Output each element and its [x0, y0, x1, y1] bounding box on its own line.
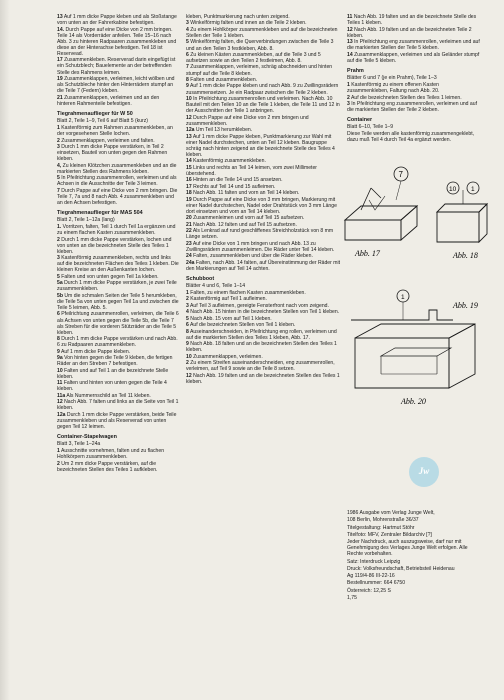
imprint-line: Jeder Nachdruck, auch auszugsweise, darf nur mit Genehmigung des Verlages Junge Welt erfolgen. Alle Rechte vorbehalten. — [347, 539, 468, 558]
instruction-step — [186, 20, 342, 26]
fig17-caption: Abb. 17 — [355, 249, 380, 258]
page-shadow-edge — [0, 0, 10, 700]
instruction-step — [57, 95, 179, 107]
step-number: 9 — [186, 341, 189, 348]
step-text: Zusammenklappen, verleimen und falten. — [61, 137, 155, 144]
step-number: 10 — [186, 353, 192, 360]
step-text: Durch Pappe auf eine Dicke von 2 mm bringen und zusammenkleben. — [186, 114, 309, 127]
section-subheading: Blatt 2, Teile 1–12a (lang) — [57, 217, 115, 223]
instruction-step — [186, 83, 342, 95]
fig18-block-front — [437, 212, 479, 242]
step-number: 5 — [186, 39, 189, 46]
fig17-stick — [361, 188, 371, 210]
step-text: Nach Abb. 19 falten und an die bezeichneten Teile 2 kleben. — [347, 26, 472, 39]
instruction-step — [186, 77, 342, 83]
column-right — [347, 14, 481, 144]
step-text: Falten, zu einem flachen Kasten zusammenkleben. — [190, 289, 306, 296]
instruction-step — [57, 237, 179, 255]
imprint-line: Ag 119/4-86 III-22-16 — [347, 573, 395, 580]
step-number: 13 — [347, 39, 353, 46]
step-number: 13 — [57, 14, 63, 20]
step-text: Rechts auf Teil 14 und 15 aufleimen. — [193, 183, 276, 190]
step-text: Auf die bezeichneten Stellen von Teil 1 kleben. — [189, 322, 296, 329]
step-number: 6 — [186, 322, 189, 329]
instruction-step — [186, 190, 342, 196]
fig18-block-side — [479, 204, 487, 242]
step-number: 2 — [57, 460, 60, 467]
step-number: 1 — [347, 81, 350, 88]
step-number: 22 — [186, 228, 192, 235]
fig20-side — [449, 324, 475, 388]
imprint-line: Österreich: 12,25 S — [347, 587, 391, 594]
step-text: Um Teil 13 herumkleben. — [195, 127, 253, 134]
step-text: Als Lenkrad auf rund geschliffenes Streichholzstück von 8 mm Länge setzen. — [186, 228, 334, 241]
step-text: Zusammenleimen und vorn auf Teil 15 aufsetzen. — [193, 215, 305, 222]
instruction-step — [186, 228, 342, 240]
step-number: 12 — [186, 372, 192, 379]
instruction-step — [186, 215, 342, 221]
fig20-caption: Abb. 20 — [401, 397, 426, 406]
step-text: Um die schmalen Seiten der Teile 5 herumkleben, die Teile 5a von unten gegen Teil 1a und zwischen die Teile 5 leimen, Abb. 5. — [57, 292, 179, 312]
step-text: Kastenförmig zusammenkleben, rechts und links auf die bezeichneten Flächen des Teiles 1 kleben. Die kleinen Kreise an den Außenkanten lochen. — [57, 255, 179, 274]
figure-17 — [345, 167, 417, 258]
step-number: 11 — [347, 14, 353, 20]
step-number: 12 — [57, 399, 63, 406]
instruction-step — [186, 260, 342, 272]
step-number: 14 — [347, 51, 353, 58]
imprint-line: 1,75 — [347, 595, 357, 601]
instruction-step — [57, 76, 179, 94]
step-number: 2 — [186, 360, 189, 367]
step-text: Zu einem Hohlkörper zusammenkleben und auf die bezeichneten Stellen der Teile 1 kleben. — [186, 26, 338, 39]
instruction-step — [347, 82, 481, 94]
fig17-stick2 — [371, 188, 381, 198]
step-number: 4 — [186, 309, 189, 316]
step-text: Um 2 mm dicke Pappe verstärken, auf die bezeichneten Stellen des Teiles 1 aufkleben. — [57, 460, 158, 473]
instruction-step — [186, 64, 342, 76]
instruction-step — [186, 127, 342, 133]
instruction-step — [186, 184, 342, 190]
instruction-step — [57, 412, 179, 430]
step-number: 1. — [57, 224, 62, 231]
step-number: 14 — [186, 158, 192, 165]
imprint-line: Satz: Interdruck Leipzig — [347, 558, 401, 565]
instruction-step — [186, 241, 342, 253]
step-number: 2 — [347, 94, 350, 101]
fig20-inner-top — [381, 348, 451, 356]
instruction-step — [347, 39, 481, 51]
instruction-step — [347, 27, 481, 39]
step-number: 12 — [186, 114, 192, 121]
step-number: 21 — [186, 221, 192, 228]
step-text: Zusammenklappen, verleimen und an den hinteren Rahmenteile befestigen. — [57, 94, 160, 107]
figure-18 — [437, 182, 487, 260]
step-number: 12a — [186, 127, 195, 134]
step-number: 7 — [186, 64, 189, 71]
step-text: Diese Teile werden alle kastenförmig zusammengeklebt, dazu muß Teil 4 durch Teil 4a ergänzt werden. — [347, 131, 475, 144]
instruction-step — [186, 177, 342, 183]
step-text: Zu kleinen Kästen zusammenkleben, auf die Teile 3 und 5 aufsetzen sowie an den Teilen 2 festleimen, Abb. 8. — [186, 51, 321, 65]
instruction-step — [57, 255, 179, 273]
instruction-step — [57, 349, 179, 355]
step-text: Durch Pappe auf eine Dicke von 2 mm bringen. Die Teile 7, 7a und 8 nach Abb. 4 zusammenkleben und an den Achsen befestigen. — [57, 187, 178, 206]
fig17-callout-line — [396, 181, 401, 200]
section-heading: Prahm — [347, 67, 364, 74]
step-number: 17 — [186, 183, 192, 190]
instruction-step — [57, 224, 179, 236]
instruction-step — [186, 322, 342, 328]
step-number: 11a — [57, 392, 66, 399]
fig19-caption: Abb. 19 — [453, 301, 478, 310]
instruction-step — [57, 393, 179, 399]
assembly-figures — [341, 160, 491, 490]
step-number: 7 — [57, 187, 60, 194]
step-text: Falten, nach Abb. 14 falten, auf Übereinstimmung der Räder mit den Markierungen auf Teil 14 achten. — [186, 259, 341, 272]
step-number: 6 — [186, 51, 189, 58]
fig20-front — [355, 338, 449, 388]
instruction-step — [57, 14, 179, 26]
step-number: 2 — [57, 236, 60, 243]
step-number: 12 — [347, 26, 353, 33]
step-number: 9 — [57, 348, 60, 355]
instruction-step — [186, 316, 342, 322]
step-text: Winkelförmig falten, die Querverbindungen zwischen die Teile 3 und an den Teilen 3 festkleben, Abb. 8. — [186, 39, 334, 52]
step-text: Von hinten gegen die Teile 9 kleben, die fertigen Räder an den Streben 7 befestigen. — [57, 355, 173, 368]
step-number: 21 — [57, 94, 63, 101]
step-text: Falten und von unten gegen Teil 1a kleben. — [61, 273, 159, 280]
imprint-line: 1986 Ausgabe vom Verlag Junge Welt, — [347, 510, 435, 516]
step-number: 23 — [186, 240, 192, 247]
step-number: 19 — [186, 196, 192, 203]
section-heading: Schubboot — [186, 275, 215, 282]
step-number: 6 — [57, 311, 60, 318]
instruction-step — [57, 274, 179, 280]
step-text: Vorritzen, falten, Teil 1 durch Teil 1a ergänzen und zu einem flachen Kasten zusammenkleben. — [57, 224, 176, 237]
step-text: Durch 1 mm dicke Pappe verstärken, lochen und von unten an die bezeichneten Stelle des Teiles 1 kleben. — [57, 236, 172, 255]
instruction-step — [186, 303, 342, 309]
step-text: Zu kleinen Klötzchen zusammenkleben und an die markierten Stellen des Rahmens kleben. — [57, 162, 177, 175]
step-text: Zusammenklappen, verleimen, schräg abschneiden und hinten stumpf auf die Teile 8 kleben. — [186, 64, 333, 77]
instruction-step — [186, 360, 342, 372]
step-number: 18 — [186, 190, 192, 197]
step-text: Auf eine Dicke von 1 mm bringen und nach Abb. 13 zu Zwillingsrädern zusammenleimen. Die Räder unter Teil 14 kleben. — [186, 240, 335, 253]
imprint-line: 108 Berlin, Mohrenstraße 36/37 — [347, 517, 419, 524]
step-text: Kastenförmig zum Rahmen zusammenkleben, an der vorgesehenen Stelle lochen. — [57, 124, 173, 138]
step-number: 1 — [57, 448, 60, 455]
instruction-step — [186, 373, 342, 385]
step-number: 8 — [57, 336, 60, 343]
step-text: Zusammenklappen, verleimen. — [193, 353, 263, 360]
step-number: 3 — [57, 255, 60, 262]
instruction-step — [186, 222, 342, 228]
step-text: Zusammenklappen, verleimen und als Geländer stumpf auf die Teile 5 kleben. — [347, 51, 480, 64]
step-text: Auf 1 mm dicke Pappe kleben und nach Abb. 9 zu Zwillingsrädern zusammensetzen. Je ein Radpaar zwischen die Teile 2 kleben. — [186, 83, 339, 96]
column-middle — [186, 14, 342, 385]
step-text: Zusammenkleben. Reserverad darin eingefügt ist ein Schutzblech; Bauelemente an der betreffenden Stelle des Rahmens leimen. — [57, 57, 176, 76]
step-number: 4 — [186, 26, 189, 33]
fig18-caption: Abb. 18 — [453, 251, 478, 260]
instruction-step — [186, 14, 342, 20]
instruction-step — [57, 138, 179, 144]
publisher-logo-text: Jw — [418, 466, 430, 476]
publisher-logo-badge — [409, 457, 439, 487]
figure-19-20 — [351, 290, 478, 406]
instruction-step — [57, 280, 179, 292]
step-text: Winkelförmig falten und innen an die Teile 2 kleben. — [190, 20, 307, 27]
step-text: Auf die bezeichneten Stellen des Teiles 1 leimen. — [350, 94, 462, 101]
step-number: 2 — [57, 137, 60, 144]
fig17-arrow — [369, 196, 385, 210]
step-number: 15 — [186, 164, 192, 171]
step-number: 9a — [57, 355, 63, 362]
instruction-step — [57, 336, 179, 348]
instruction-step — [186, 134, 342, 158]
instruction-step — [186, 197, 342, 215]
instruction-step — [57, 461, 179, 473]
instruction-step — [347, 14, 481, 26]
step-text: Nach Abb. 18 falten und an die bezeichneten Stellen des Teiles 1 kleben. — [186, 341, 337, 354]
step-text: Falten und zusammenkleben. — [190, 77, 258, 83]
instruction-step — [347, 131, 481, 143]
step-number: 3 — [347, 100, 350, 107]
instruction-step — [57, 380, 179, 392]
fig17-block-top — [345, 206, 417, 220]
step-text: Auf Teil 3 aufleimen, gereigte Fensterfront nach vorn zeigend. — [189, 302, 329, 309]
step-text: kleben, Punktmarkierung nach unten zeigend. — [186, 14, 290, 20]
instruction-step — [186, 309, 342, 315]
step-number: 3 — [57, 143, 60, 150]
step-number: 17 — [57, 57, 63, 64]
section-subheading: Blatt 2, Teile 1–9, Teil 6 auf Blatt 5 (kurz) — [57, 117, 148, 124]
instruction-step — [186, 354, 342, 360]
section-subheading: Blätter 6 und 7 (je ein Prahm), Teile 1–3 — [347, 74, 437, 81]
step-number: 8 — [186, 328, 189, 335]
instruction-step — [186, 290, 342, 296]
step-text: In Pfeilrichtung eng zusammenrollen, verleimen und auf die markierten Stellen der Teile 5 kleben. — [347, 39, 480, 52]
step-text: Nach Abb. 7 falten und links an die Seite von Teil 1 kleben. — [57, 399, 179, 412]
imprint-line: Titelfoto: MFV, Zentraler Bildarchiv [?] — [347, 531, 432, 538]
instruction-step — [57, 27, 179, 57]
fig18-block-top — [437, 204, 487, 212]
step-number: 3 — [186, 20, 189, 27]
step-text: Pfeilrichtung zusammenrollen, verleimen, die Teile 6 als Achsen von unten gegen die Teile 5b, die Teile 7 als Streben für die vorderen Stützräder an die Teile 5 kleben. — [57, 311, 179, 336]
step-number: 20 — [186, 215, 192, 222]
step-text: Nach Abb. 11 falten und vorn an Teil 14 kleben. — [193, 190, 300, 197]
instruction-step — [57, 399, 179, 411]
step-text: Kastenförmig zusammenkleben. — [193, 158, 266, 165]
step-number: 1 — [57, 124, 60, 131]
step-text: Auf 1 mm dicke Pappe kleben und als Stoßstange vorn unten an der Fahrerkabine befestigen. — [57, 14, 177, 27]
step-number: 5 — [57, 273, 60, 280]
step-number: 1 — [186, 289, 189, 296]
step-text: Auseinanderschneiden, in Pfeilrichtung eng rollen, verleimen und auf die markierten Stellen des Teiles 1 kleben, Abb. 17. — [186, 328, 337, 341]
step-text: Als Nummernschild an Teil 11 kleben. — [66, 392, 151, 399]
instruction-step — [57, 188, 179, 206]
section-heading: Tiegrahmenauflieger für MAS 504 — [57, 209, 143, 216]
instruction-step — [186, 115, 342, 127]
step-number: 3 — [186, 302, 189, 309]
fig19-callout-1: 1 — [401, 294, 405, 301]
step-number: 24a — [186, 259, 195, 266]
fig17-callout-number: 7 — [398, 170, 403, 179]
step-text: Nach Abb. 12 falten und auf Teil 15 aufsetzen. — [193, 221, 297, 228]
instruction-step — [347, 52, 481, 64]
instruction-step — [186, 39, 342, 51]
instruction-step — [57, 293, 179, 311]
step-text: Zu einem Streifen auseinanderschneiden, eng zusammenrollen, verleimen, auf Teil 9 sowie an die Teile 8 setzen. — [186, 360, 335, 373]
imprint-line: Druck: Volksfreundschaft, Betriebsteil Heidenau — [347, 565, 455, 572]
instruction-step — [186, 341, 342, 353]
step-text: Ausschnitte vornehmen, falten und zu flachen Hohlkörpern zusammenkleben. — [57, 448, 165, 461]
imprint-line: Bestellnummer: 664 6750 — [347, 580, 406, 587]
fig18-callout-1: 1 — [471, 186, 475, 193]
step-text: In Pfeilrichtung eng zusammenrollen, verleimen und auf die markierten Stellen der Teile 2 kleben. — [347, 100, 477, 114]
step-number: 2 — [186, 296, 189, 303]
step-text: Links und rechts an Teil 14 leimen, vom zwei Millimeter überstehend. — [186, 164, 317, 177]
section-heading: Container-Stapelwagen — [57, 434, 117, 440]
step-text: Kastenförmig auf Teil 1 aufleimen. — [190, 296, 267, 303]
step-number: 12a — [57, 411, 66, 418]
instruction-step — [186, 96, 342, 114]
instruction-step — [186, 253, 342, 259]
instruction-step — [186, 296, 342, 302]
step-text: Durch 1 mm dicke Pappe verstärken und nach Abb. 6 zu Radpaaren zusammenkleben. — [57, 336, 178, 349]
step-text: Hinten an die Teile 14 und 15 ansetzen. — [193, 177, 283, 184]
step-number: 5 — [57, 175, 60, 182]
step-text: Durch 1 mm dicke Pappe verstärken, beide Teile zusammenkleben und als Reserverad von unten gegen Teil 12 leimen. — [57, 411, 177, 430]
imprint-line: Titelgestaltung: Hartmut Stöhr — [347, 524, 415, 531]
instruction-step — [186, 52, 342, 64]
instruction-step — [347, 101, 481, 113]
instruction-step — [57, 125, 179, 137]
step-text: Durch Pappe auf eine Dicke von 2 mm bringen. Teile 14 als Vorderräder anfeilen. Teile 15–16 nach Abb. 3 zu hinteren Radpaaren zusammenkleben und diese an der Hinterachse befestigen. Teil 18 ist Reservead. — [57, 26, 177, 57]
instruction-step — [347, 95, 481, 101]
step-text: Durch 1 mm dicke Pappe verstärken, in Teil 2 einsetzen, Bauteil von unten gegen den Rahmen kleben. — [57, 143, 168, 163]
step-text: Falten, zusammenkleben und über die Räder kleben. — [193, 253, 313, 260]
instruction-step — [57, 448, 179, 460]
instruction-step — [57, 355, 179, 367]
step-text: Nach Abb. 19 falten und an die bezeichnete Stelle des Teiles 1 kleben. — [347, 14, 477, 27]
section-subheading: Blätter 4 und 6, Teile 1–14 — [186, 282, 246, 289]
step-number: 4, — [57, 162, 62, 169]
section-heading: Tiegrahmenauflieger für W 50 — [57, 110, 133, 117]
step-number: 16 — [186, 177, 192, 184]
step-text: In Pfeilrichtung zusammenrollen und verleimen. Nach Abb. 10 Bauteil mit den Teilen 10 an die Teile 1 kleben, die Teile 11 und 12 in der Ausschnitten der Teile 1 anbringen. — [186, 95, 340, 115]
instruction-step — [186, 158, 342, 164]
fig17-block-side — [401, 206, 417, 240]
step-number: 24 — [186, 253, 192, 260]
step-number: 10 — [57, 367, 63, 374]
step-number: 5a — [57, 280, 63, 287]
fig17-block-front — [345, 220, 401, 240]
step-number: 14. — [57, 26, 65, 33]
instruction-step — [57, 163, 179, 175]
step-text: Durch Pappe auf eine Dicke von 3 mm bringen, Markierung mit einer Nadel durchstechen, Nadel oder Drahtstück von 3 mm Länge dort einsetzen und vorn an Teil 14 kleben. — [186, 196, 337, 215]
fig19-rail — [351, 310, 453, 320]
imprint-block — [347, 510, 481, 602]
step-number: 11 — [57, 380, 63, 387]
step-text: Zusammenklappen, verleimen, leicht wölben und als Schutzbleche hinter den Hinterrädern stumpf an die Teile 7 (Federn) kleben. — [57, 75, 175, 95]
step-number: 5b — [57, 292, 63, 299]
step-number: 19 — [57, 75, 63, 82]
section-subheading: Blatt 3, Teile 1–24a — [57, 441, 101, 448]
section-subheading: Blatt 6–10, Teile 1–9 — [347, 124, 394, 131]
step-text: In Pfeilrichtung zusammenrollen, verleimen und als Achsen in die Ausschnitte der Teile 3 leimen. — [57, 175, 177, 188]
section-heading: Container — [347, 117, 373, 124]
step-number: 9 — [186, 83, 189, 90]
instruction-step — [57, 144, 179, 162]
step-number: 5 — [186, 315, 189, 322]
instruction-step — [186, 165, 342, 177]
instruction-step — [57, 368, 179, 380]
fig18-callout-10: 10 — [449, 186, 457, 193]
step-text: Nach Abb. 15 vorn auf Teil 1 kleben. — [190, 315, 272, 322]
fig20-top — [355, 324, 475, 338]
step-text: Auf 1 mm dicke Pappe kleben, Punktmarkierung zur Wahl mit einer Nadel durchstechen, unten an Teil 12 kleben. Baugruppe schräg nach hinten zeigend an die bezeichnete Stelle des Teiles 4 kleben. — [186, 133, 335, 158]
step-number: 13 — [186, 133, 192, 140]
step-text: Nach Abb. 19 falten und an die bezeichneten Stellen des Teiles 1 kleben. — [186, 372, 340, 385]
step-text: Falten und auf Teil 1 an die bezeichnete Stelle kleben. — [57, 367, 169, 380]
instruction-step — [57, 175, 179, 187]
column-left — [57, 14, 179, 473]
step-text: Nach Abb. 15 hinten in die bezeichneten Stellen von Teil 1 kleben. — [190, 309, 340, 316]
step-text: Durch 1 mm dicke Pappe verstärken, je zwei Teile zusammenkleben. — [57, 280, 177, 293]
step-text: Auf 1 mm dicke Pappe kleben. — [60, 348, 131, 355]
instruction-step — [57, 311, 179, 335]
step-number: 8 — [186, 77, 189, 83]
instruction-step — [57, 57, 179, 75]
step-number: 10 — [186, 95, 192, 102]
step-text: Falten und hinten von unten gegen die Teile 4 kleben. — [57, 380, 167, 393]
instruction-step — [186, 329, 342, 341]
step-text: Kastenförmig zu einem offenen Kasten zusammenkleben, Faltung nach Abb. 20. — [347, 81, 440, 95]
instruction-step — [186, 27, 342, 39]
